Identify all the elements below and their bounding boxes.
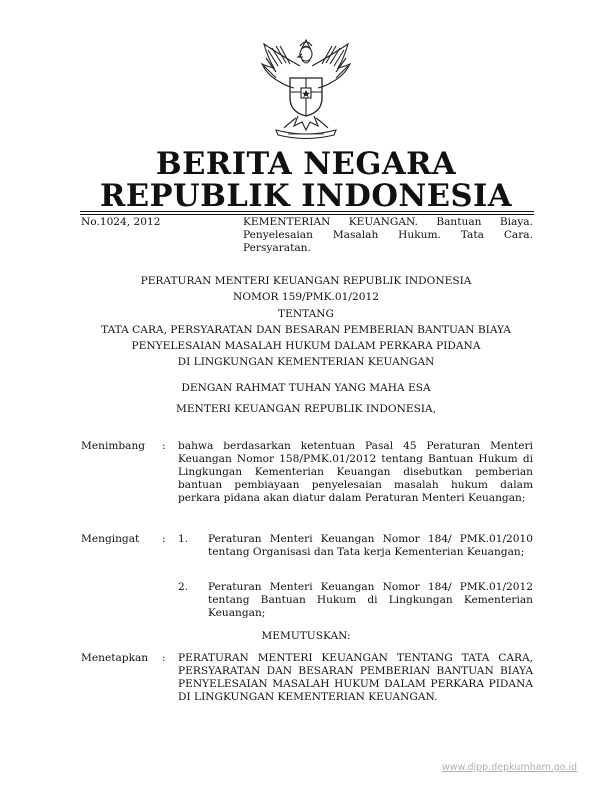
menetapkan-colon: : <box>162 652 166 664</box>
regulation-title-line: PENYELESAIAN MASALAH HUKUM DALAM PERKARA PIDANA <box>131 340 481 352</box>
gazette-subject: KEMENTERIAN KEUANGAN. Bantuan Biaya. Penyelesaian Masalah Hukum. Tata Cara. Persyaratan. <box>243 216 533 254</box>
regulation-issuer: PERATURAN MENTERI KEUANGAN REPUBLIK INDONESIA <box>140 275 472 287</box>
garuda-emblem <box>258 36 354 140</box>
regulation-title-line: TATA CARA, PERSYARATAN DAN BESARAN PEMBERIAN BANTUAN BIAYA <box>101 324 511 336</box>
grace-statement: DENGAN RAHMAT TUHAN YANG MAHA ESA <box>181 382 431 394</box>
source-url-link[interactable]: www.djpp.depkumham.go.id <box>442 762 578 773</box>
menetapkan-text: PERATURAN MENTERI KEUANGAN TENTANG TATA CARA, PERSYARATAN DAN BESARAN PEMBERIAN BANTUAN BIAYA PENYELESAIAN MASALAH HUKUM DALAM PERKARA PIDANA DI LINGKUNGAN KEMENTERIAN KEUANGAN. <box>178 652 533 703</box>
gazette-title-line1: BERITA NEGARA <box>155 146 457 182</box>
mengingat-item-number: 2. <box>178 581 189 593</box>
mengingat-item-text: Peraturan Menteri Keuangan Nomor 184/ PMK.01/2012 tentang Bantuan Hukum di Lingkungan Kementerian Keuangan; <box>208 581 533 619</box>
gazette-number: No.1024, 2012 <box>81 216 161 228</box>
minister-title: MENTERI KEUANGAN REPUBLIK INDONESIA, <box>175 403 437 415</box>
header-divider-second <box>80 214 534 215</box>
memutuskan-heading: MEMUTUSKAN: <box>261 630 351 642</box>
menimbang-colon: : <box>162 440 166 452</box>
menimbang-label: Menimbang <box>81 440 146 452</box>
mengingat-colon: : <box>162 533 166 545</box>
header-divider <box>80 211 534 212</box>
menetapkan-label: Menetapkan <box>81 652 149 664</box>
mengingat-item-number: 1. <box>178 533 189 545</box>
menimbang-text: bahwa berdasarkan ketentuan Pasal 45 Peraturan Menteri Keuangan Nomor 158/PMK.01/2012 tentang Bantuan Hukum di Lingkungan Kementerian Keuangan disebutkan pemberian bantuan pembiayaan penyelesaian masalah hukum dalam perkara pidana akan diatur dalam Peraturan Menteri Keuangan; <box>178 440 533 504</box>
regulation-number: NOMOR 159/PMK.01/2012 <box>233 291 379 303</box>
regulation-about: TENTANG <box>278 308 334 320</box>
gazette-title-line2: REPUBLIK INDONESIA <box>100 178 512 214</box>
mengingat-label: Mengingat <box>81 533 140 545</box>
regulation-title-line: DI LINGKUNGAN KEMENTERIAN KEUANGAN <box>177 356 435 368</box>
mengingat-item-text: Peraturan Menteri Keuangan Nomor 184/ PMK.01/2010 tentang Organisasi dan Tata kerja Kementerian Keuangan; <box>208 533 533 558</box>
